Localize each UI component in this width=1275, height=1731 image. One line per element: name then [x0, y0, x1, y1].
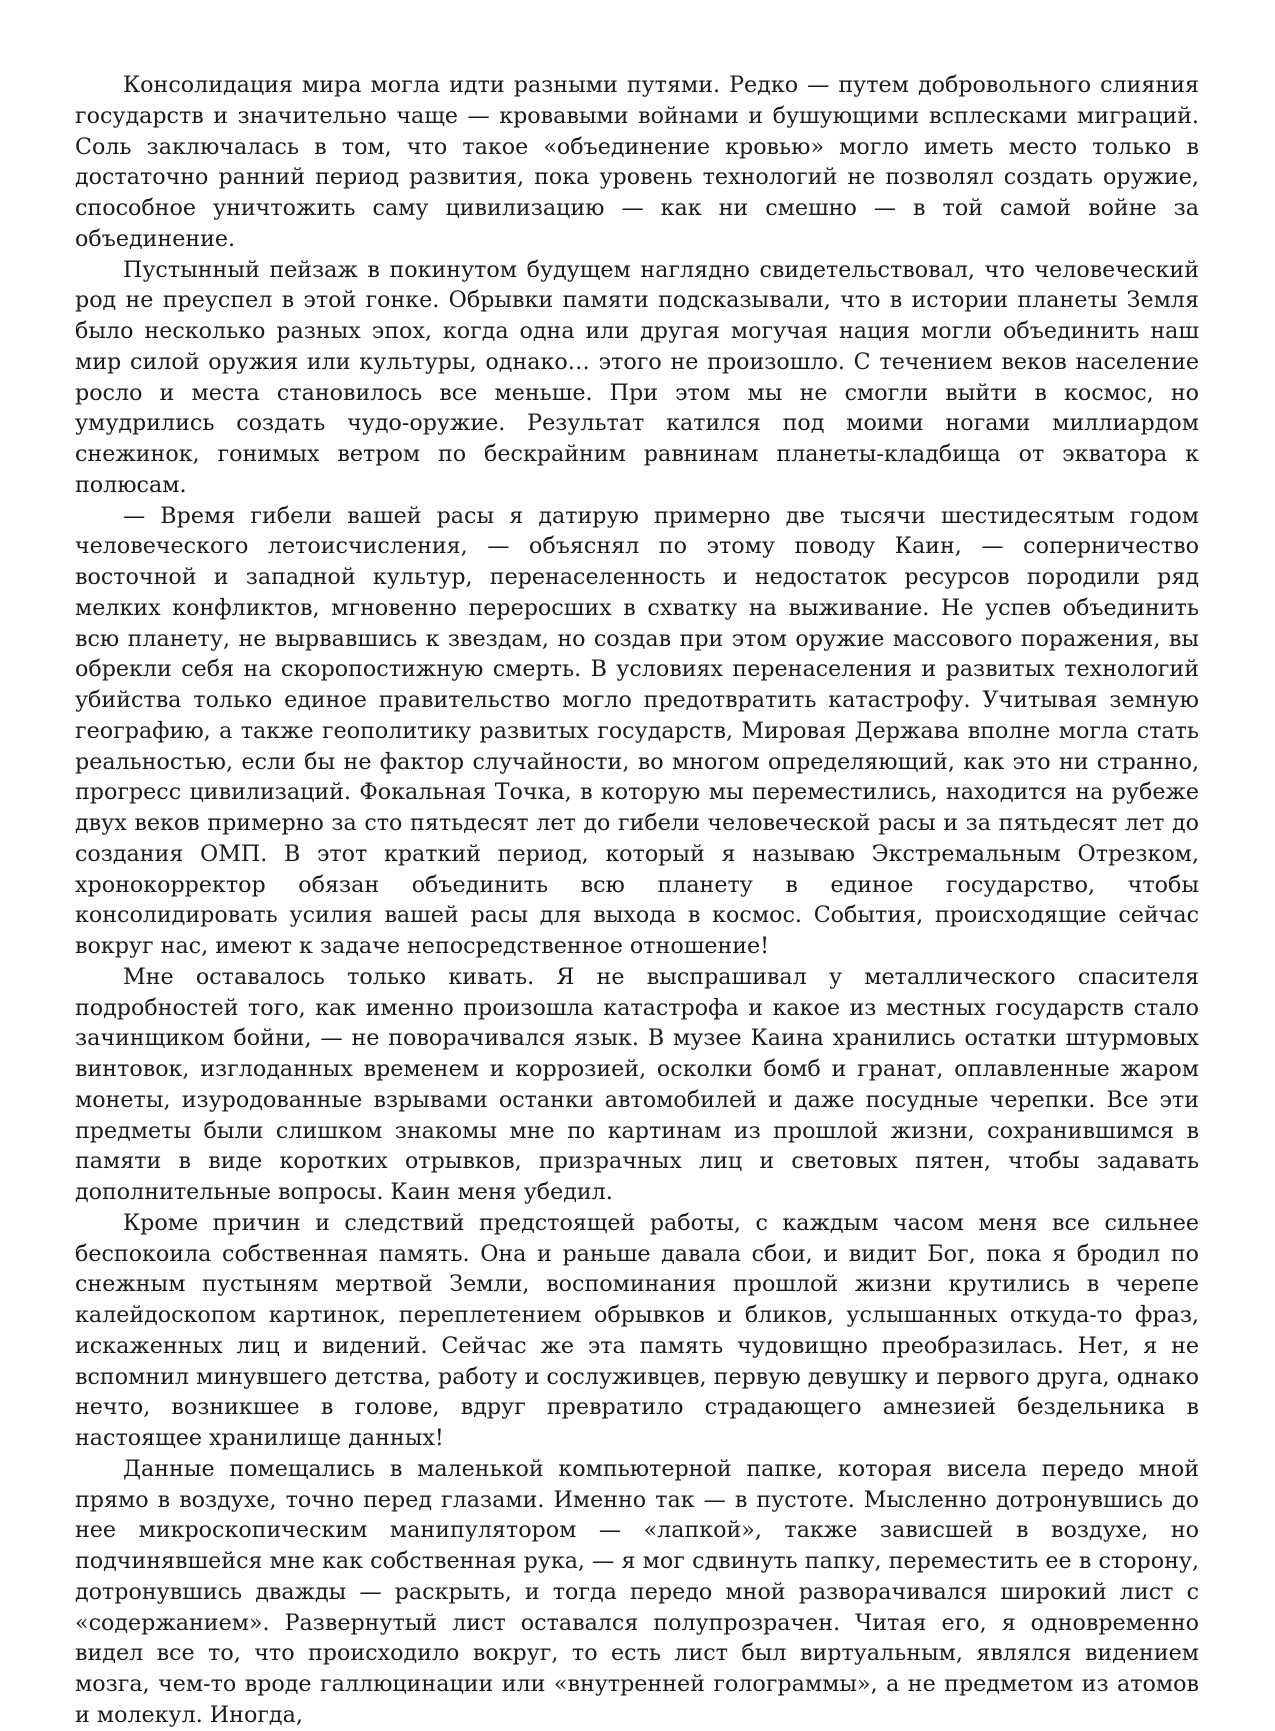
paragraph-5: Кроме причин и следствий предстоящей работы, с каждым часом меня все сильнее беспокоила собственная память. Она и раньше давала сбои, и видит Бог, пока я бродил по снежным пустыням мертвой Земли, воспоминания прошлой жизни крутились в черепе калейдоскопом картинок, переплетением обрывков и бликов, услышанных откуда-то фраз, искаженных лиц и видений. Сейчас же эта память чудовищно преобразилась. Нет, я не вспомнил минувшего детства, работу и сослуживцев, первую девушку и первого друга, однако нечто, возникшее в голове, вдруг превратило страдающего амнезией бездельника в настоящее хранилище данных! [75, 1209, 1199, 1451]
paragraph-3: — Время гибели вашей расы я датирую примерно две тысячи шестидесятым годом человеческого летоисчисления, — объяснял по этому поводу Каин, — соперничество восточной и западной культур, перенаселенность и недостаток ресурсов породили ряд мелких конфликтов, мгновенно переросших в схватку на выживание. Не успев объединить всю планету, не вырвавшись к звездам, но создав при этом оружие массового поражения, вы обрекли себя на скоропостижную смерть. В условиях перенаселения и развитых технологий убийства только единое правительство могло предотвратить катастрофу. Учитывая земную географию, а также геополитику развитых государств, Мировая Держава вполне могла стать реальностью, если бы не фактор случайности, во многом определяющий, как это ни странно, прогресс цивилизаций. Фокальная Точка, в которую мы переместились, находится на рубеже двух веков примерно за сто пятьдесят лет до гибели человеческой расы и за пятьдесят лет до создания ОМП. В этот краткий период, который я называю Экстремальным Отрезком, хронокорректор обязан объединить всю планету в единое государство, чтобы консолидировать усилия вашей расы для выхода в космос. События, происходящие сейчас вокруг нас, имеют к задаче непосредственное отношение! [75, 502, 1199, 959]
paragraph-6: Данные помещались в маленькой компьютерной папке, которая висела передо мной прямо в воздухе, точно перед глазами. Именно так — в пустоте. Мысленно дотронувшись до нее микроскопическим манипулятором — «лапкой», также зависшей в воздухе, но подчинявшейся мне как собственная рука, — я мог сдвинуть папку, переместить ее в сторону, дотронувшись дважды — раскрыть, и тогда передо мной разворачивался широкий лист с «содержанием». Развернутый лист оставался полупрозрачен. Читая его, я одновременно видел все то, что происходило вокруг, то есть лист был виртуальным, являлся видением мозга, чем-то вроде галлюцинации или «внутренней голограммы», а не предметом из атомов и молекул. Иногда, [75, 1455, 1199, 1728]
paragraph-4: Мне оставалось только кивать. Я не выспрашивал у металлического спасителя подробностей того, как именно произошла катастрофа и какое из местных государств стало зачинщиком бойни, — не поворачивался язык. В музее Каина хранились остатки штурмовых винтовок, изглоданных временем и коррозией, осколки бомб и гранат, оплавленные жаром монеты, изуродованные взрывами останки автомобилей и даже посудные черепки. Все эти предметы были слишком знакомы мне по картинам из прошлой жизни, сохранившимся в памяти в виде коротких отрывков, призрачных лиц и световых пятен, чтобы задавать дополнительные вопросы. Каин меня убедил. [75, 963, 1199, 1205]
document-page [75, 70, 1199, 1731]
paragraph-1: Консолидация мира могла идти разными путями. Редко — путем добровольного слияния государств и значительно чаще — кровавыми войнами и бушующими всплесками миграций. Соль заключалась в том, что такое «объединение кровью» могло иметь место только в достаточно ранний период развития, пока уровень технологий не позволял создать оружие, способное уничтожить саму цивилизацию — как ни смешно — в той самой войне за объединение. [75, 72, 1199, 252]
paragraph-2: Пустынный пейзаж в покинутом будущем наглядно свидетельствовал, что человеческий род не преуспел в этой гонке. Обрывки памяти подсказывали, что в истории планеты Земля было несколько разных эпох, когда одна или другая могучая нация могли объединить наш мир силой оружия или культуры, однако… этого не произошло. С течением веков население росло и места становилось все меньше. При этом мы не смогли выйти в космос, но умудрились создать чудо-оружие. Результат катился под моими ногами миллиардом снежинок, гонимых ветром по бескрайним равнинам планеты-кладбища от экватора к полюсам. [75, 256, 1199, 498]
